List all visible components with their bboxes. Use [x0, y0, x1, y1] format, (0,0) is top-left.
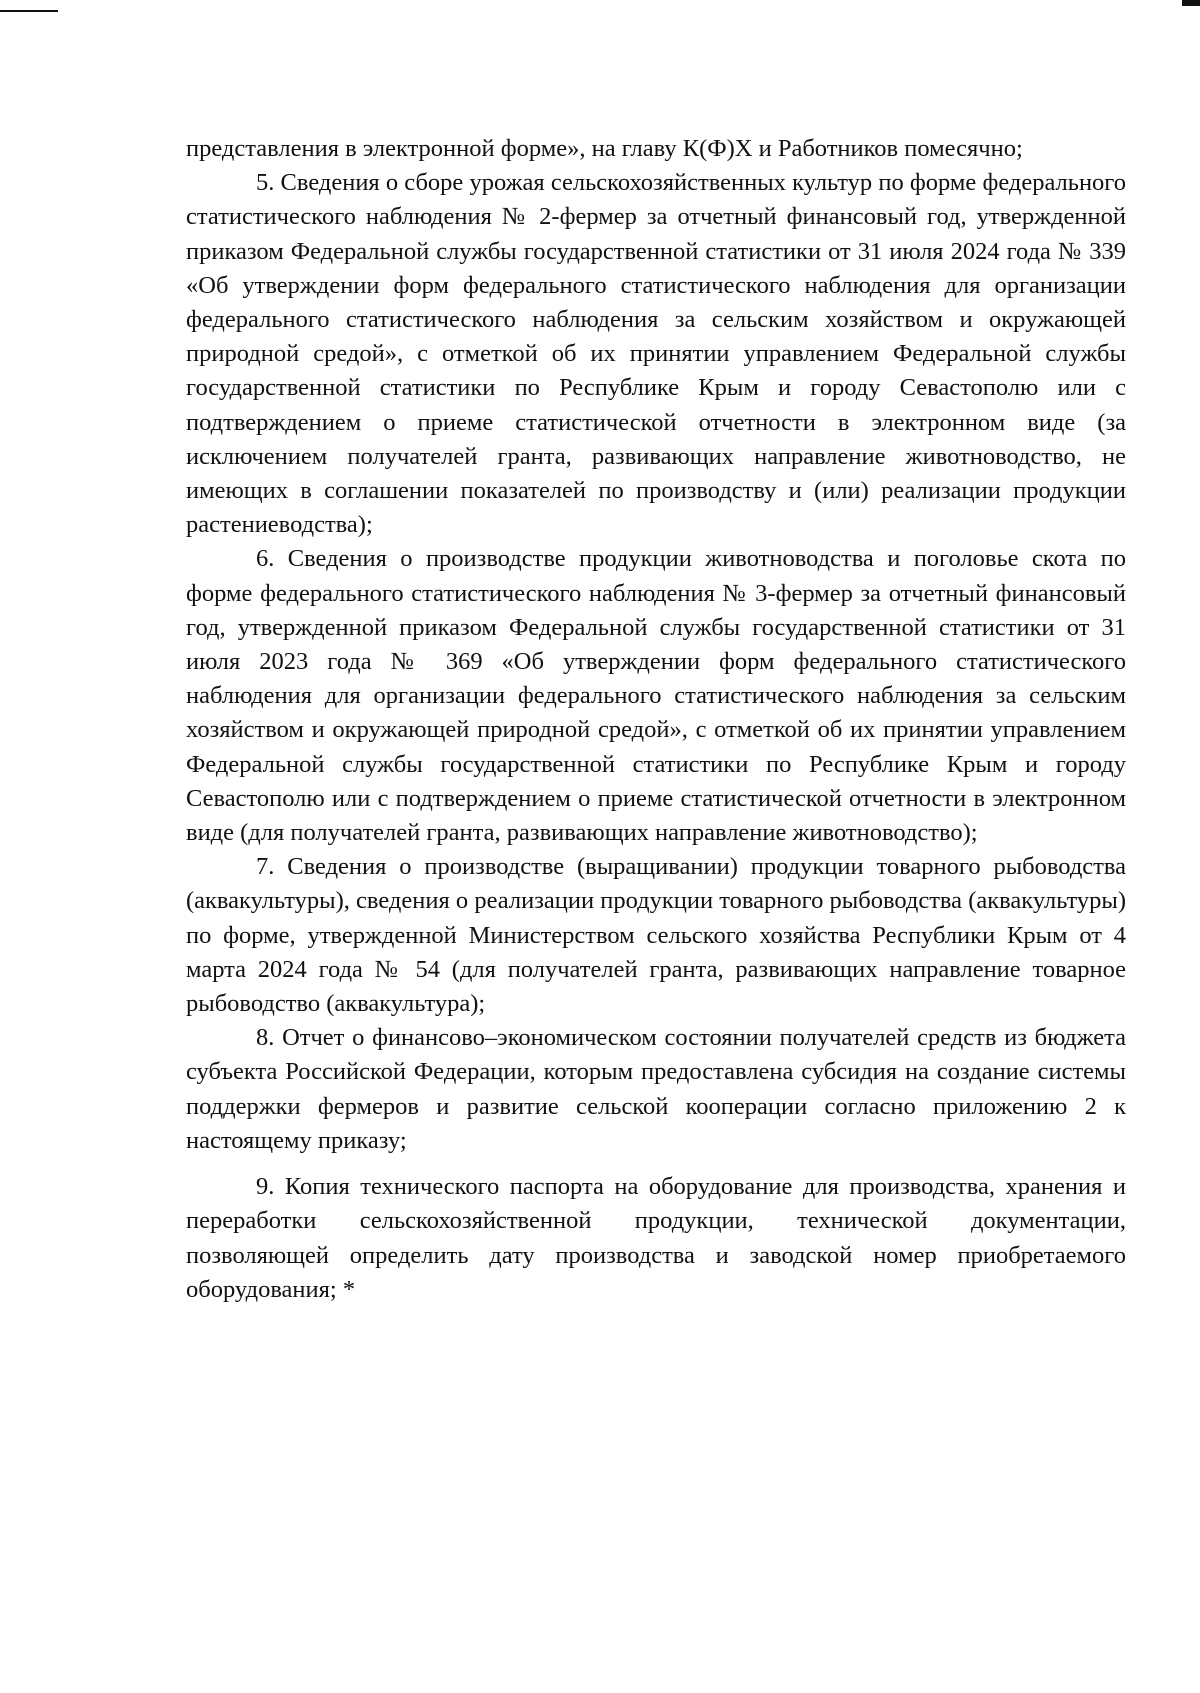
- scan-artifact-mark: [1182, 0, 1200, 6]
- paragraph-item-5: 5. Сведения о сборе урожая сельскохозяйственных культур по форме федерального статистического наблюдения № 2-фермер за отчетный финансовый год, утвержденной приказом Федеральной службы государственной статистики от 31 июля 2024 года № 339 «Об утверждении форм федерального статистического наблюдения для организации федерального статистического наблюдения за сельским хозяйством и окружающей природной средой», с отметкой об их принятии управлением Федеральной службы государственной статистики по Республике Крым и городу Севастополю или с подтверждением о приеме статистической отчетности в электронном виде (за исключением получателей гранта, развивающих направление животноводство, не имеющих в соглашении показателей по производству и (или) реализации продукции растениеводства);: [186, 169, 1126, 539]
- paragraph-item-9: 9. Копия технического паспорта на оборудование для производства, хранения и переработки сельскохозяйственной продукции, технической документации, позволяющей определить дату производства и заводской номер приобретаемого оборудования; *: [186, 1173, 1126, 1303]
- paragraph-item-8: 8. Отчет о финансово–экономическом состоянии получателей средств из бюджета субъекта Российской Федерации, которым предоставлена субсидия на создание системы поддержки фермеров и развитие сельской кооперации согласно приложению 2 к настоящему приказу;: [186, 1024, 1126, 1154]
- scan-artifact-line: [0, 10, 58, 12]
- paragraph-item-7: 7. Сведения о производстве (выращивании) продукции товарного рыбоводства (аквакультуры), сведения о реализации продукции товарного рыбоводства (аквакультуры) по форме, утвержденной Министерством сельского хозяйства Республики Крым от 4 марта 2024 года № 54 (для получателей гранта, развивающих направление товарное рыбоводство (аквакультура);: [186, 853, 1126, 1018]
- paragraph-continuation: представления в электронной форме», на главу К(Ф)Х и Работников помесячно;: [186, 135, 1023, 162]
- document-body: [186, 132, 1126, 1307]
- paragraph-item-6: 6. Сведения о производстве продукции животноводства и поголовье скота по форме федерального статистического наблюдения № 3-фермер за отчетный финансовый год, утвержденной приказом Федеральной службы государственной статистики от 31 июля 2023 года № 369 «Об утверждении форм федерального статистического наблюдения для организации федерального статистического наблюдения за сельским хозяйством и окружающей природной средой», с отметкой об их принятии управлением Федеральной службы государственной статистики по Республике Крым и городу Севастополю или с подтверждением о приеме статистической отчетности в электронном виде (для получателей гранта, развивающих направление животноводство);: [186, 545, 1126, 847]
